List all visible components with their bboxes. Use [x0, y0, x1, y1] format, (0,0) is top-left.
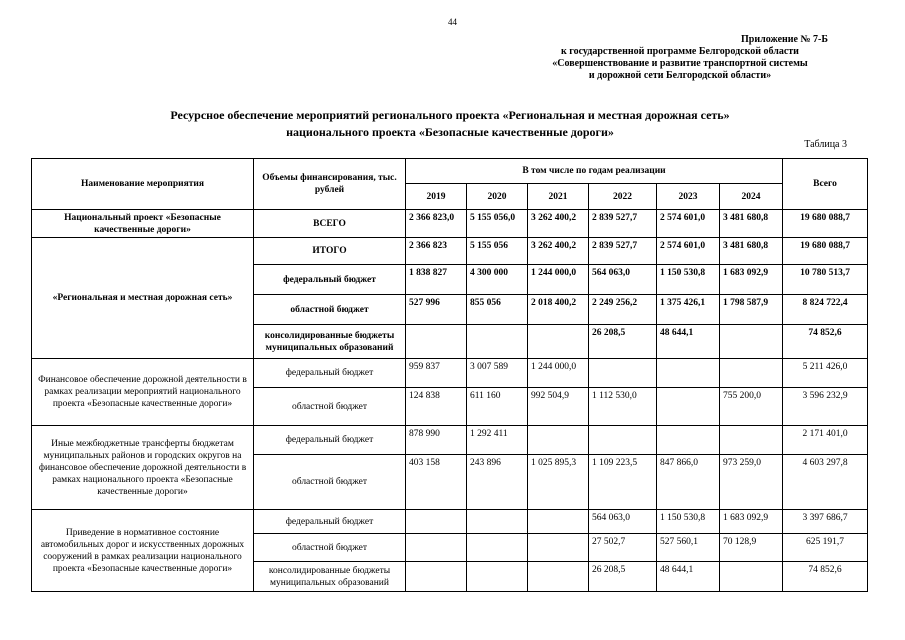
row-total: 10 780 513,7 [783, 265, 868, 295]
resource-table [31, 158, 868, 592]
year-value [720, 359, 783, 388]
year-value: 1 112 530,0 [589, 388, 657, 426]
year-value [406, 562, 467, 592]
year-value [467, 562, 528, 592]
year-value: 4 300 000 [467, 265, 528, 295]
year-value: 2 574 601,0 [657, 238, 720, 265]
year-value [589, 359, 657, 388]
year-value [467, 510, 528, 534]
year-value [467, 534, 528, 562]
funding-source: областной бюджет [254, 388, 406, 426]
year-value [406, 325, 467, 359]
header-year: 2021 [528, 184, 589, 210]
year-value [528, 562, 589, 592]
appendix-line: к государственной программе Белгородской области [561, 46, 799, 57]
header-year: 2024 [720, 184, 783, 210]
year-value: 2 366 823 [406, 238, 467, 265]
appendix-header [470, 34, 890, 82]
header-volume: Объемы финансирования, тыс. рублей [254, 159, 406, 210]
funding-source: федеральный бюджет [254, 359, 406, 388]
row-total: 19 680 088,7 [783, 238, 868, 265]
year-value: 1 375 426,1 [657, 295, 720, 325]
funding-source: областной бюджет [254, 295, 406, 325]
funding-source: ИТОГО [254, 238, 406, 265]
year-value [657, 426, 720, 455]
year-value [720, 325, 783, 359]
year-value: 403 158 [406, 455, 467, 510]
table-row [32, 359, 868, 388]
year-value: 2 574 601,0 [657, 210, 720, 238]
year-value: 959 837 [406, 359, 467, 388]
year-value [528, 510, 589, 534]
document-title [80, 107, 820, 141]
year-value: 124 838 [406, 388, 467, 426]
table-label: Таблица 3 [804, 139, 847, 150]
funding-source: ВСЕГО [254, 210, 406, 238]
row-total: 625 191,7 [783, 534, 868, 562]
row-total: 3 397 686,7 [783, 510, 868, 534]
year-value: 3 481 680,8 [720, 238, 783, 265]
header-year: 2022 [589, 184, 657, 210]
year-value: 1 683 092,9 [720, 510, 783, 534]
row-total: 74 852,6 [783, 325, 868, 359]
table-row [32, 210, 868, 238]
activity-name: Приведение в нормативное состояние автомобильных дорог и искусственных дорожных сооружений в рамках реализации национального проекта «Безопасные качественные дороги» [32, 510, 254, 592]
year-value: 3 262 400,2 [528, 210, 589, 238]
appendix-title: Приложение № 7-Б [741, 34, 828, 45]
year-value [589, 426, 657, 455]
row-total: 5 211 426,0 [783, 359, 868, 388]
year-value [720, 562, 783, 592]
year-value: 70 128,9 [720, 534, 783, 562]
year-value: 611 160 [467, 388, 528, 426]
year-value: 2 839 527,7 [589, 210, 657, 238]
year-value: 1 025 895,3 [528, 455, 589, 510]
activity-name: Иные межбюджетные трансферты бюджетам муниципальных районов и городских округов на финансовое обеспечение дорожной деятельности в рамках национального проекта «Безопасные качественные дороги» [32, 426, 254, 510]
table-row [32, 238, 868, 265]
appendix-line: и дорожной сети Белгородской области» [588, 70, 772, 81]
year-value [657, 359, 720, 388]
row-total: 2 171 401,0 [783, 426, 868, 455]
year-value: 878 990 [406, 426, 467, 455]
year-value: 1 150 530,8 [657, 510, 720, 534]
page-number: 44 [448, 17, 457, 27]
header-year: 2019 [406, 184, 467, 210]
year-value: 564 063,0 [589, 510, 657, 534]
year-value [406, 534, 467, 562]
year-value: 27 502,7 [589, 534, 657, 562]
funding-source: федеральный бюджет [254, 426, 406, 455]
year-value: 1 838 827 [406, 265, 467, 295]
row-total: 19 680 088,7 [783, 210, 868, 238]
appendix-line: «Совершенствование и развитие транспортной системы [552, 58, 808, 69]
funding-source: консолидированные бюджеты муниципальных образований [254, 325, 406, 359]
year-value: 1 798 587,9 [720, 295, 783, 325]
activity-name: Национальный проект «Безопасные качественные дороги» [32, 210, 254, 238]
year-value [720, 426, 783, 455]
year-value: 527 996 [406, 295, 467, 325]
year-value: 755 200,0 [720, 388, 783, 426]
activity-name: Финансовое обеспечение дорожной деятельности в рамках реализации мероприятий национального проекта «Безопасные качественные дороги» [32, 359, 254, 426]
year-value: 243 896 [467, 455, 528, 510]
header-by-year: В том числе по годам реализации [406, 159, 783, 184]
year-value: 2 839 527,7 [589, 238, 657, 265]
year-value: 992 504,9 [528, 388, 589, 426]
header-year: 2020 [467, 184, 528, 210]
year-value: 3 481 680,8 [720, 210, 783, 238]
year-value: 26 208,5 [589, 325, 657, 359]
year-value [528, 534, 589, 562]
year-value: 48 644,1 [657, 325, 720, 359]
year-value: 973 259,0 [720, 455, 783, 510]
funding-source: областной бюджет [254, 455, 406, 510]
year-value: 5 155 056,0 [467, 210, 528, 238]
funding-source: федеральный бюджет [254, 265, 406, 295]
year-value: 1 244 000,0 [528, 359, 589, 388]
funding-source: областной бюджет [254, 534, 406, 562]
row-total: 74 852,6 [783, 562, 868, 592]
header-year: 2023 [657, 184, 720, 210]
year-value [467, 325, 528, 359]
activity-name: «Региональная и местная дорожная сеть» [32, 238, 254, 359]
year-value: 1 150 530,8 [657, 265, 720, 295]
year-value: 2 018 400,2 [528, 295, 589, 325]
year-value: 2 249 256,2 [589, 295, 657, 325]
year-value: 564 063,0 [589, 265, 657, 295]
year-value: 3 262 400,2 [528, 238, 589, 265]
funding-source: консолидированные бюджеты муниципальных образований [254, 562, 406, 592]
year-value: 1 683 092,9 [720, 265, 783, 295]
year-value: 855 056 [467, 295, 528, 325]
year-value: 1 109 223,5 [589, 455, 657, 510]
year-value [657, 388, 720, 426]
year-value: 26 208,5 [589, 562, 657, 592]
year-value: 2 366 823,0 [406, 210, 467, 238]
year-value: 3 007 589 [467, 359, 528, 388]
table-row [32, 510, 868, 534]
row-total: 8 824 722,4 [783, 295, 868, 325]
year-value [406, 510, 467, 534]
funding-source: федеральный бюджет [254, 510, 406, 534]
year-value: 48 644,1 [657, 562, 720, 592]
year-value [528, 325, 589, 359]
title-line: национального проекта «Безопасные качественные дороги» [286, 125, 614, 139]
row-total: 4 603 297,8 [783, 455, 868, 510]
header-total: Всего [783, 159, 868, 210]
year-value: 847 866,0 [657, 455, 720, 510]
title-line: Ресурсное обеспечение мероприятий регионального проекта «Региональная и местная дорожная сеть» [170, 108, 730, 122]
year-value: 1 244 000,0 [528, 265, 589, 295]
year-value: 5 155 056 [467, 238, 528, 265]
year-value [528, 426, 589, 455]
year-value: 1 292 411 [467, 426, 528, 455]
table-row [32, 426, 868, 455]
header-name: Наименование мероприятия [32, 159, 254, 210]
row-total: 3 596 232,9 [783, 388, 868, 426]
year-value: 527 560,1 [657, 534, 720, 562]
